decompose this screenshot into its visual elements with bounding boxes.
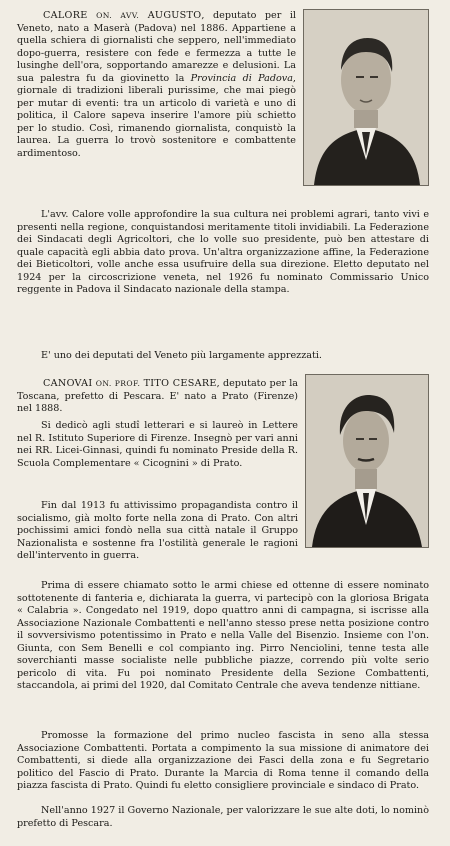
canovai-paragraph-6: Nell'anno 1927 il Governo Nazionale, per valorizzare le sue alte doti, lo nominò prefetto di Pescara. bbox=[17, 805, 429, 829]
canovai-paragraph-5: Promosse la formazione del primo nucleo fascista in seno alla stessa Associazione Combattenti. Portata a compimento la sua missione di animatore dei Combattenti, si diede alla organizzazione dei Fasci della zona e fu Segretario politico del Fascio di Prato. Durante la Marcia di Roma tenne il comando della piazza fascista di Prato. Quindi fu eletto consigliere provinciale e sindaco di Prato. bbox=[17, 730, 429, 791]
portrait-canovai-image bbox=[306, 375, 428, 547]
calore-paragraph-1 bbox=[17, 10, 296, 160]
portrait-calore-image bbox=[304, 10, 428, 185]
calore-paragraph-2: L'avv. Calore volle approfondire la sua cultura nei problemi agrari, tanto vivi e presenti nella regione, conquistandosi meritamente titoli invidiabili. La Federazione dei Sindacati degli Agricoltori, che lo volle suo presidente, può ben attestare di quale capacità egli abbia dato prova. Un'altra organizzazione affine, la Federazione dei Bieticoltori, volle anche essa usufruire della sua direzione. Eletto deputato nel 1924 per la circoscrizione veneta, nel 1926 fu nominato Commissario Unico reggente in Padova il Sindacato nazionale della stampa. bbox=[17, 209, 429, 295]
canovai-title: ON. PROF. bbox=[95, 379, 141, 388]
canovai-paragraph-3: Fin dal 1913 fu attivissimo propagandista contro il socialismo, già molto forte nella zona di Prato. Con altri pochissimi amici fondò nella sua città natale il Gruppo Nazionalista e sostenne fra l'ostilità generale le ragioni dell'intervento in guerra. bbox=[17, 500, 298, 561]
calore-p1-end: , giornale di tradizioni liberali purissime, che mai piegò per mutar di eventi: tra un articolo di varietà e uno di politica, il Calore sapeva inserire l'amore più schietto per lo studio. Così, rimanendo giornalista, conquistò la laurea. La guerra lo trovò sostenitore e combattente ardimentoso. bbox=[17, 72, 296, 159]
calore-title: ON. AVV. bbox=[96, 11, 140, 20]
calore-firstname: AUGUSTO bbox=[147, 10, 202, 21]
canovai-paragraph-1 bbox=[17, 378, 298, 416]
portrait-canovai bbox=[305, 374, 429, 548]
calore-surname: CALORE bbox=[43, 10, 88, 21]
canovai-paragraph-2: Si dedicò agli studî letterari e si laureò in Lettere nel R. Istituto Superiore di Firenze. Insegnò per vari anni nei RR. Licei-Ginnasi, quindi fu nominato Preside della R. Scuola Complementare « Cicognini » di Prato. bbox=[17, 420, 298, 469]
canovai-firstname: TITO CESARE bbox=[143, 378, 217, 389]
calore-p1-text: , deputato per il Veneto, nato a Maserà (Padova) nel 1886. Appartiene a quella schiera di giornalisti che seppero, nell'immediato dopo-guerra, resistere con fede e fermezza a tutte le lusinghe dell'ora, sopportando amarezze e delusioni. La sua palestra fu da giovinetto la bbox=[17, 10, 296, 84]
canovai-p1-text: , deputato per la Toscana, prefetto di Pescara. E' nato a Prato (Firenze) nel 1888. bbox=[17, 378, 298, 414]
calore-p1-newspaper: Provincia di Padova bbox=[190, 72, 293, 84]
canovai-surname: CANOVAI bbox=[43, 378, 93, 389]
calore-paragraph-3: E' uno dei deputati del Veneto più largamente apprezzati. bbox=[41, 350, 322, 361]
portrait-calore bbox=[303, 9, 429, 186]
canovai-paragraph-4: Prima di essere chiamato sotto le armi chiese ed ottenne di essere nominato sottotenente di fanteria e, dichiarata la guerra, vi partecipò con la gloriosa Brigata « Calabria ». Congedato nel 1919, dopo quattro anni di campagna, si iscrisse alla Associazione Nazionale Combattenti e nell'anno stesso prese netta posizione contro il sovversivismo potentissimo in Prato e nella Valle del Bisenzio. Insieme con l'on. Giunta, con Sem Benelli e col compianto ing. Pirro Nenciolini, tenne testa alle soverchianti masse socialiste nelle pubbliche piazze, correndo più volte serio pericolo di vita. Fu poi nominato Presidente della Sezione Combattenti, staccandola, ai primi del 1920, dal Comitato Centrale che aveva tendenze nittiane. bbox=[17, 580, 429, 691]
